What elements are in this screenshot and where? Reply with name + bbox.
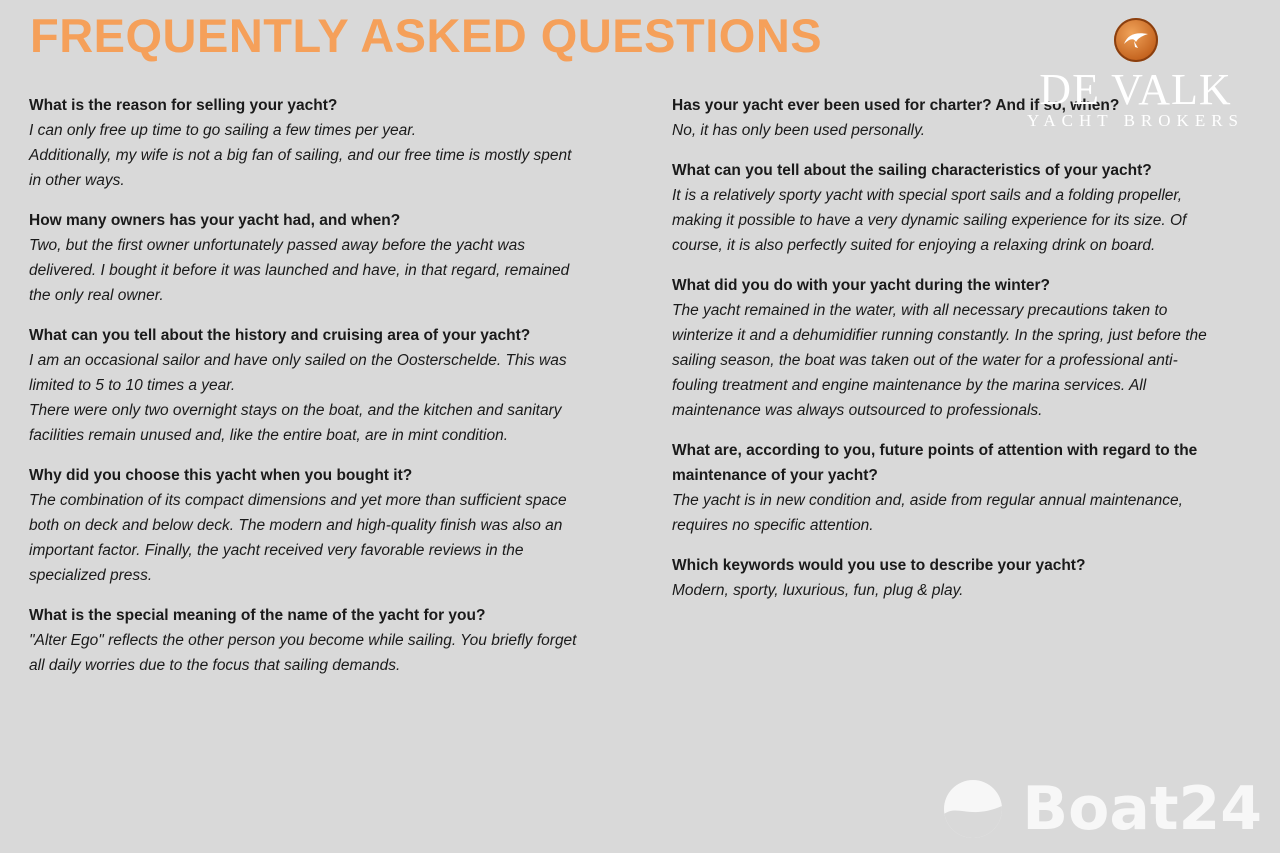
boat24-logo-icon bbox=[944, 780, 1002, 838]
faq-question: What are, according to you, future points of attention with regard to the maintenance of your yacht? bbox=[672, 442, 1198, 484]
faq-answer-line: specialized press. bbox=[29, 567, 153, 584]
faq-item bbox=[672, 438, 1262, 538]
faq-question: How many owners has your yacht had, and when? bbox=[29, 212, 401, 229]
faq-answer-line: both on deck and below deck. The modern and high-quality finish was also an bbox=[29, 517, 563, 534]
faq-answer-line: Additionally, my wife is not a big fan of sailing, and our free time is mostly spent bbox=[29, 147, 572, 164]
faq-item bbox=[29, 463, 629, 588]
faq-item bbox=[29, 93, 629, 193]
faq-answer-line: maintenance was always outsourced to professionals. bbox=[672, 402, 1043, 419]
faq-answer bbox=[672, 183, 1262, 258]
brand-subtitle: YACHT BROKERS bbox=[1026, 111, 1245, 130]
faq-answer-line: There were only two overnight stays on the boat, and the kitchen and sanitary bbox=[29, 402, 562, 419]
faq-question: Has your yacht ever been used for charter? And if so, when? bbox=[672, 97, 1120, 114]
faq-question: What can you tell about the sailing characteristics of your yacht? bbox=[672, 162, 1152, 179]
boat24-watermark bbox=[944, 774, 1262, 844]
faq-answer-line: I can only free up time to go sailing a few times per year. bbox=[29, 122, 417, 139]
faq-answer-line: making it possible to have a very dynamic sailing experience for its size. Of bbox=[672, 212, 1187, 229]
faq-item bbox=[29, 208, 629, 308]
faq-item bbox=[29, 323, 629, 448]
faq-answer-line: I am an occasional sailor and have only sailed on the Oosterschelde. This was bbox=[29, 352, 567, 369]
page-title: FREQUENTLY ASKED QUESTIONS bbox=[30, 9, 823, 62]
faq-answer-line: The combination of its compact dimensions and yet more than sufficient space bbox=[29, 492, 567, 509]
faq-question: Which keywords would you use to describe your yacht? bbox=[672, 557, 1086, 574]
faq-answer-line: winterize it and a dehumidifier running constantly. In the spring, just before the bbox=[672, 327, 1207, 344]
faq-answer bbox=[29, 348, 629, 448]
faq-answer bbox=[29, 233, 629, 308]
faq-answer-line: all daily worries due to the focus that sailing demands. bbox=[29, 657, 401, 674]
faq-answer-line: "Alter Ego" reflects the other person you become while sailing. You briefly forget bbox=[29, 632, 577, 649]
faq-answer-line: requires no specific attention. bbox=[672, 517, 874, 534]
faq-answer-line: facilities remain unused and, like the entire boat, are in mint condition. bbox=[29, 427, 509, 444]
brand-name: DE VALK bbox=[1039, 65, 1232, 114]
faq-answer bbox=[29, 628, 629, 678]
faq-answer bbox=[29, 488, 629, 588]
faq-question: What did you do with your yacht during the winter? bbox=[672, 277, 1051, 294]
faq-column-right bbox=[672, 93, 1262, 618]
faq-question: What can you tell about the history and cruising area of your yacht? bbox=[29, 327, 531, 344]
faq-answer bbox=[672, 578, 1262, 603]
faq-item bbox=[672, 158, 1262, 258]
faq-answer-line: The yacht is in new condition and, aside from regular annual maintenance, bbox=[672, 492, 1183, 509]
faq-answer bbox=[29, 118, 629, 193]
faq-answer-line: important factor. Finally, the yacht received very favorable reviews in the bbox=[29, 542, 524, 559]
faq-answer-line: Modern, sporty, luxurious, fun, plug & play. bbox=[672, 582, 964, 599]
faq-answer-line: It is a relatively sporty yacht with special sport sails and a folding propeller, bbox=[672, 187, 1183, 204]
faq-item bbox=[672, 553, 1262, 603]
faq-answer bbox=[672, 298, 1262, 423]
faq-answer-line: No, it has only been used personally. bbox=[672, 122, 926, 139]
faq-question: Why did you choose this yacht when you bought it? bbox=[29, 467, 413, 484]
faq-column-left bbox=[29, 93, 629, 693]
faq-answer-line: Two, but the first owner unfortunately passed away before the yacht was bbox=[29, 237, 525, 254]
faq-item bbox=[672, 273, 1262, 423]
faq-question: What is the reason for selling your yacht? bbox=[29, 97, 338, 114]
faq-answer-line: The yacht remained in the water, with all necessary precautions taken to bbox=[672, 302, 1168, 319]
faq-answer-line: sailing season, the boat was taken out of the water for a professional anti- bbox=[672, 352, 1178, 369]
faq-answer bbox=[672, 488, 1262, 538]
faq-answer-line: the only real owner. bbox=[29, 287, 164, 304]
faq-answer-line: delivered. I bought it before it was launched and have, in that regard, remained bbox=[29, 262, 570, 279]
faq-answer-line: fouling treatment and engine maintenance by the marina services. All bbox=[672, 377, 1147, 394]
boat24-watermark-text: Boat24 bbox=[1022, 774, 1262, 844]
faq-answer-line: course, it is also perfectly suited for enjoying a relaxing drink on board. bbox=[672, 237, 1156, 254]
faq-item bbox=[29, 603, 629, 678]
faq-answer-line: in other ways. bbox=[29, 172, 125, 189]
falcon-emblem-icon bbox=[1114, 18, 1158, 62]
faq-question: What is the special meaning of the name of the yacht for you? bbox=[29, 607, 486, 624]
brand-logo bbox=[1013, 18, 1258, 138]
faq-answer-line: limited to 5 to 10 times a year. bbox=[29, 377, 236, 394]
